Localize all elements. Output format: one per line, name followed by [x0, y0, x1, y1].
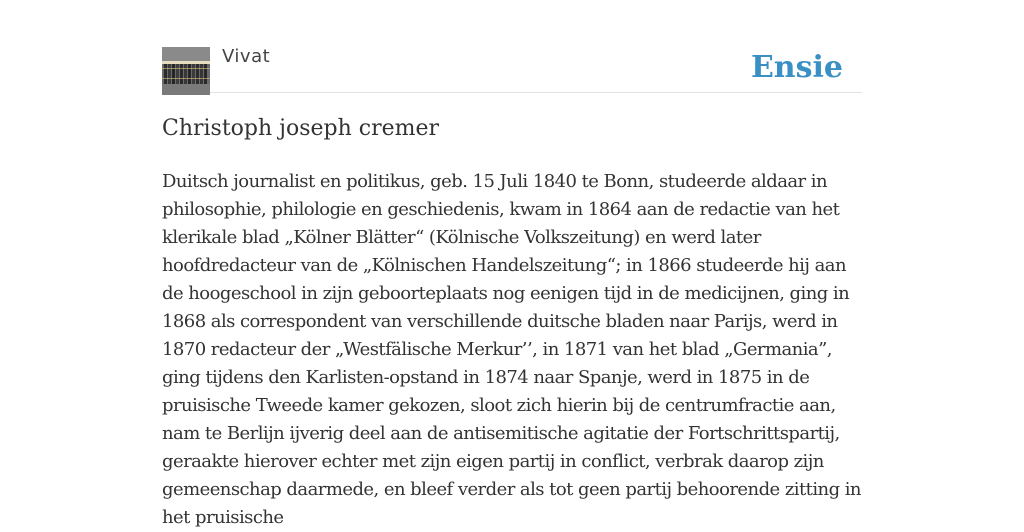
site-name: Vivat	[222, 46, 271, 67]
brand-logo-link[interactable]: Ensie	[750, 50, 843, 85]
book-spines-icon[interactable]	[162, 47, 210, 95]
article-body: Duitsch journalist en politikus, geb. 15 Juli 1840 te Bonn, studeerde aldaar in philosophie, philologie en geschiedenis, kwam in 1864 aan de redactie van het klerikale blad „Kölner Blätter“ (Kölnische Volkszeitung) en werd later hoofdredacteur van de „Kölnischen Handelszeitung“; in 1866 studeerde hij aan de hoogeschool in zijn geboorteplaats nog eenigen tijd in de medicijnen, ging in 1868 als correspondent van verschillende duitsche bladen naar Parijs, werd in 1870 redacteur der „Westfälische Merkur’’, in 1871 van het blad „Germania”, ging tijdens den Karlisten-opstand in 1874 naar Spanje, werd in 1875 in de pruisische Tweede kamer gekozen, sloot zich hierin bij de centrumfractie aan, nam te Berlijn ijverig deel aan de antisemitische agitatie der Fortschrittspartij, geraakte hierover echter met zijn eigen partij in conflict, verbrak daarop zijn gemeenschap daarmede, en bleef verder als tot geen partij behoorende zitting in het pruisische	[162, 171, 861, 528]
header	[162, 46, 862, 93]
page-title: Christoph joseph cremer	[162, 116, 440, 141]
